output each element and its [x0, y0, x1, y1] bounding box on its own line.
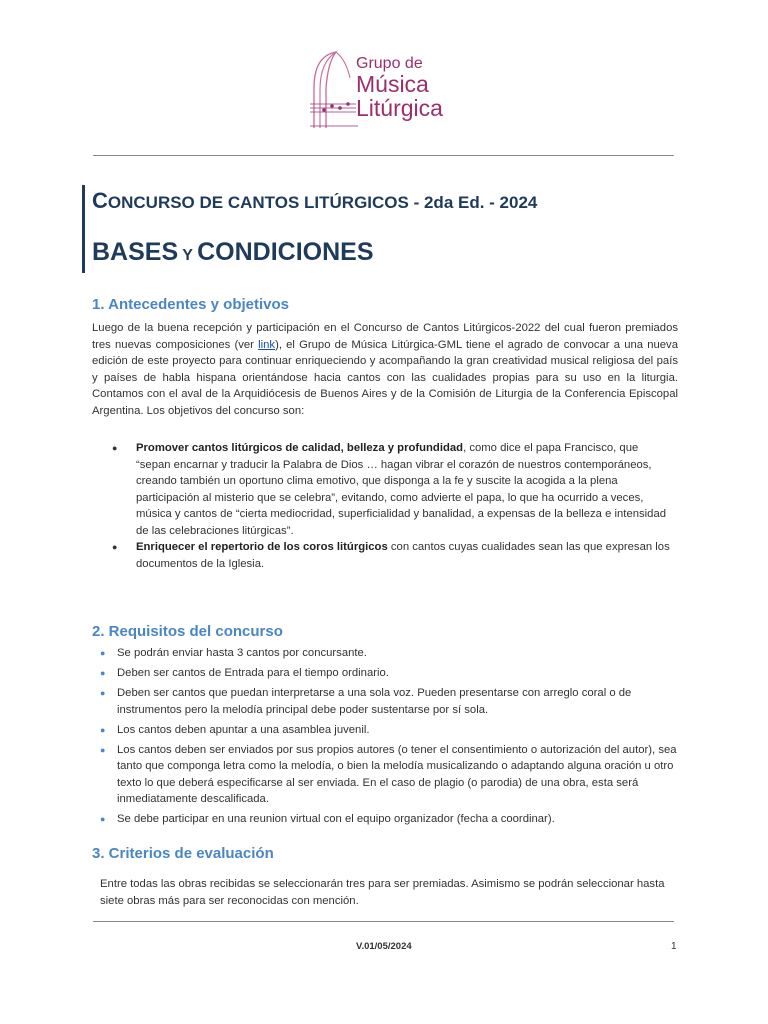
objective-text: con cantos cuyas cualidades sean las que expresan los documentos de la Iglesia.: [136, 541, 670, 570]
objectives-list: [110, 440, 670, 572]
subtitle-bases: BASES: [92, 238, 179, 266]
title-accent-bar: [82, 185, 85, 273]
section-3-paragraph: Entre todas las obras recibidas se seleccionarán tres para ser premiadas. Asimismo se podrán seleccionar hasta siete obras más para ser reconocidas con mención.: [100, 878, 665, 907]
objective-bold: Promover cantos litúrgicos de calidad, belleza y profundidad: [136, 442, 464, 454]
logo-text: [356, 56, 443, 120]
para-part-a: Luego de la buena recepción y participación en el Concurso de Cantos Litúrgicos-2022 del cual fueron premiados tres nuevas composiciones (ver: [92, 322, 678, 351]
section-heading-requisitos: 2. Requisitos del concurso: [92, 623, 283, 640]
list-item: [100, 722, 680, 739]
bullet-icon: ●: [100, 744, 106, 755]
requirement-text: Se debe participar en una reunion virtual con el equipo organizador (fecha a coordinar).: [117, 813, 555, 825]
title-initial: C: [92, 188, 108, 213]
list-item: [100, 811, 680, 828]
bullet-icon: ●: [112, 443, 118, 453]
document-title: [92, 188, 537, 214]
bullet-icon: ●: [112, 542, 118, 552]
church-arch-music-icon: [306, 48, 358, 132]
requirement-text: Deben ser cantos que puedan interpretarse a una sola voz. Pueden presentarse con arreglo coral o de instrumentos pero la melodía principal debe poder sustentarse por sí sola.: [117, 687, 632, 716]
logo-line-1: Grupo de: [356, 55, 423, 72]
link-previous-contest[interactable]: link: [258, 338, 276, 351]
section-heading-antecedentes: 1. Antecedentes y objetivos: [92, 296, 290, 313]
list-item: [110, 440, 670, 539]
list-item: [100, 742, 680, 808]
footer-version: V.01/05/2024: [356, 941, 412, 952]
list-item: [100, 685, 680, 718]
bullet-icon: ●: [100, 668, 106, 678]
para-part-b: ), el Grupo de Música Litúrgica-GML tiene el agrado de convocar a una nueva edición de este proyecto para continuar enriqueciendo y acompañando la gran creatividad musical religiosa del país y países de habla hispana orientándose hacia cantos con las cualidades propias para su uso en la liturgia. Contamos con el aval de la Arquidiócesis de Buenos Aires y de la Comisión de Liturgia de la Conferencia Episcopal Argentina. Los objetivos del concurso son:: [92, 338, 678, 417]
bullet-icon: ●: [100, 688, 106, 698]
list-item: [100, 645, 680, 662]
requirement-text: Deben ser cantos de Entrada para el tiempo ordinario.: [117, 667, 389, 679]
document-subtitle: [92, 238, 374, 267]
requirement-text: Se podrán enviar hasta 3 cantos por concursante.: [117, 647, 367, 659]
header-divider: [93, 155, 674, 156]
bullet-icon: ●: [100, 724, 106, 735]
subtitle-condiciones: CONDICIONES: [197, 238, 374, 266]
requirement-text: Los cantos deben apuntar a una asamblea juvenil.: [117, 723, 370, 736]
list-item: [100, 665, 680, 682]
list-item: [110, 539, 670, 572]
logo-line-2: Música: [356, 71, 429, 97]
logo-line-3: Litúrgica: [356, 95, 443, 121]
subtitle-y: Y: [178, 247, 198, 264]
bullet-icon: ●: [100, 648, 106, 658]
bullet-icon: ●: [100, 814, 106, 824]
requirements-list: [100, 645, 680, 831]
requirement-text: Los cantos deben ser enviados por sus propios autores (o tener el consentimiento o autorización del autor), sea tanto que componga letra como la melodía, o bien la melodía musicalizando o adaptando alguna oración u otro texto lo que deberá especificarse al ser enviada. En el caso de plagio (o parodia) de una obra, esta será inmediatamente descalificada.: [117, 743, 677, 805]
page-number: 1: [671, 941, 677, 952]
footer-divider: [93, 921, 674, 922]
objective-text: , como dice el papa Francisco, que “sepan encarnar y traducir la Palabra de Dios … hagan vibrar el corazón de nuestros contemporáneos, creando también un oportuno clima emotivo, que disponga a la fe y suscite la acogida a la plena participación al misterio que se celebra”, evitando, como advierte el papa, lo que ha ocurrido a veces, música y cantos de “cierta mediocridad, superficialidad y banalidad, a expensas de la belleza e intensidad de las celebraciones litúrgicas”.: [136, 442, 667, 537]
title-edition: - 2da Ed. - 2024: [408, 193, 538, 212]
section-heading-criterios: 3. Criterios de evaluación: [92, 845, 274, 862]
title-main: ONCURSO DE CANTOS LITÚRGICOS: [107, 193, 409, 212]
objective-bold: Enriquecer el repertorio de los coros litúrgicos: [136, 541, 388, 553]
logo: [306, 48, 456, 132]
section-1-paragraph: [92, 320, 678, 419]
